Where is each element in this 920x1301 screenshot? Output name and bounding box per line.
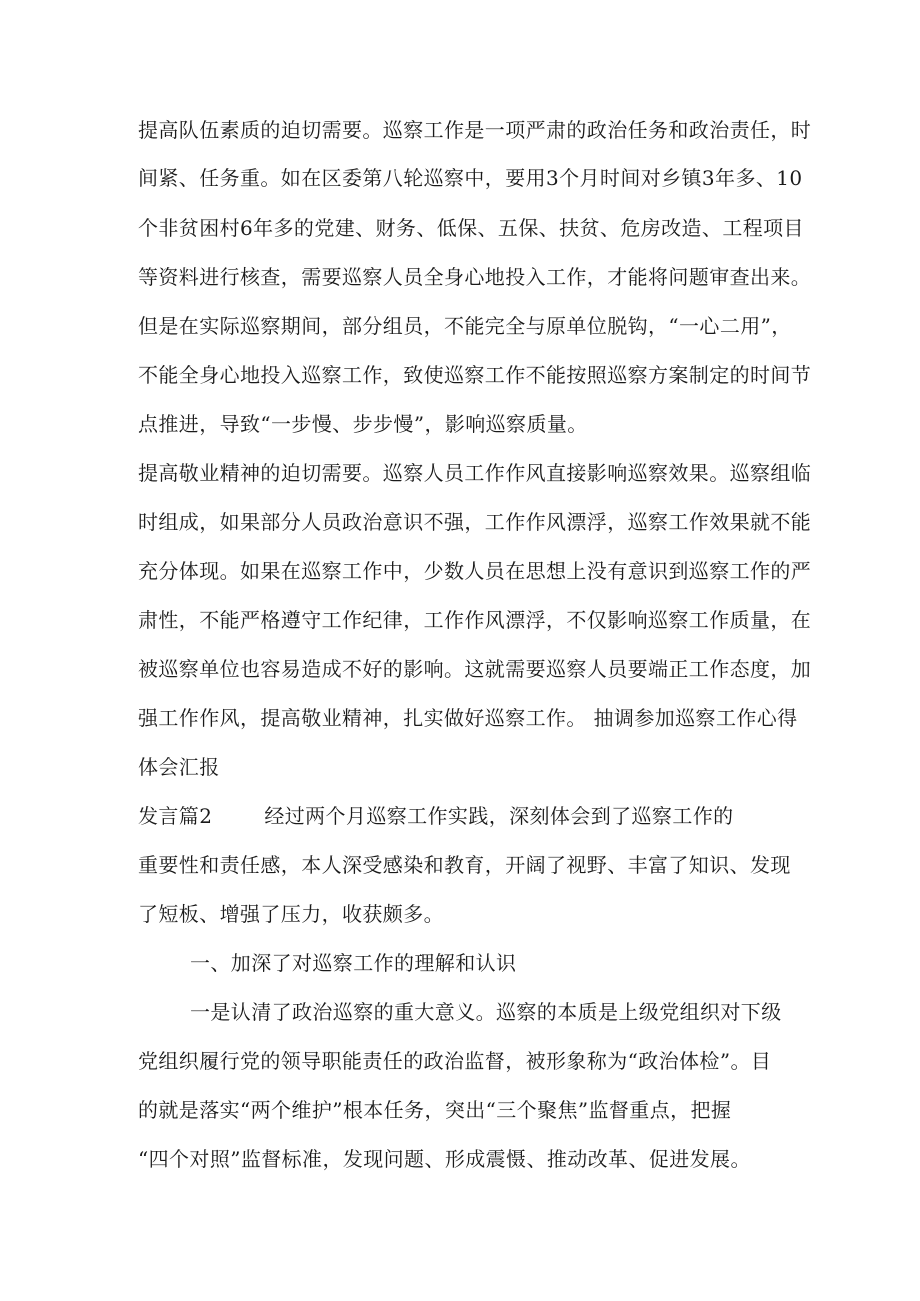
- text-line: 提高敬业精神的迫切需要。巡察人员工作作风直接影响巡察效果。巡察组临: [138, 461, 812, 485]
- text-line: 间紧、任务重。如在区委第八轮巡察中，要用3个月时间对乡镇3年多、10: [138, 166, 803, 190]
- text-line: 提高队伍素质的迫切需要。巡察工作是一项严肃的政治任务和政治责任，时: [138, 118, 812, 142]
- text-line: 体会汇报: [138, 755, 220, 779]
- text-line: 但是在实际巡察期间，部分组员，不能完全与原单位脱钩，“一心二用”，: [138, 314, 792, 338]
- text-line: 被巡察单位也容易造成不好的影响。这就需要巡察人员要端正工作态度，加: [138, 657, 812, 681]
- paragraph-first-line: 一是认清了政治巡察的重大意义。巡察的本质是上级党组织对下级: [190, 1000, 782, 1024]
- text-line: 的就是落实“两个维护”根本任务，突出“三个聚焦”监督重点，把握: [138, 1098, 732, 1122]
- text-line: 重要性和责任感，本人深受感染和教育，开阔了视野、丰富了知识、发现: [138, 853, 791, 877]
- text-line: 个非贫困村6年多的党建、财务、低保、五保、扶贫、危房改造、工程项目: [138, 216, 804, 240]
- text-line: 肃性，不能严格遵守工作纪律，工作作风漂浮，不仅影响巡察工作质量，在: [138, 608, 812, 632]
- text-line: 了短板、增强了压力，收获颇多。: [138, 902, 444, 926]
- text-line: 强工作作风，提高敬业精神，扎实做好巡察工作。 抽调参加巡察工作心得: [138, 706, 798, 730]
- text-line: 时组成，如果部分人员政治意识不强，工作作风漂浮，巡察工作效果就不能: [138, 510, 812, 534]
- text-line: 充分体现。如果在巡察工作中，少数人员在思想上没有意识到巡察工作的严: [138, 559, 812, 583]
- section-heading: 一、加深了对巡察工作的理解和认识: [190, 951, 517, 975]
- text-line: “四个对照”监督标准，发现问题、形成震慑、推动改革、促进发展。: [138, 1147, 751, 1171]
- speech-line: [138, 802, 734, 830]
- text-line: 党组织履行党的领导职能责任的政治监督，被形象称为“政治体检”。目: [138, 1049, 772, 1073]
- text-line: 不能全身心地投入巡察工作，致使巡察工作不能按照巡察方案制定的时间节: [138, 363, 812, 387]
- text-line: 点推进，导致“一步慢、步步慢”，影响巡察质量。: [138, 412, 588, 436]
- speech-intro: 经过两个月巡察工作实践，深刻体会到了巡察工作的: [264, 804, 734, 828]
- text-line: 等资料进行核查，需要巡察人员全身心地投入工作，才能将问题审查出来。: [138, 265, 812, 289]
- speech-label: 发言篇2: [138, 804, 213, 828]
